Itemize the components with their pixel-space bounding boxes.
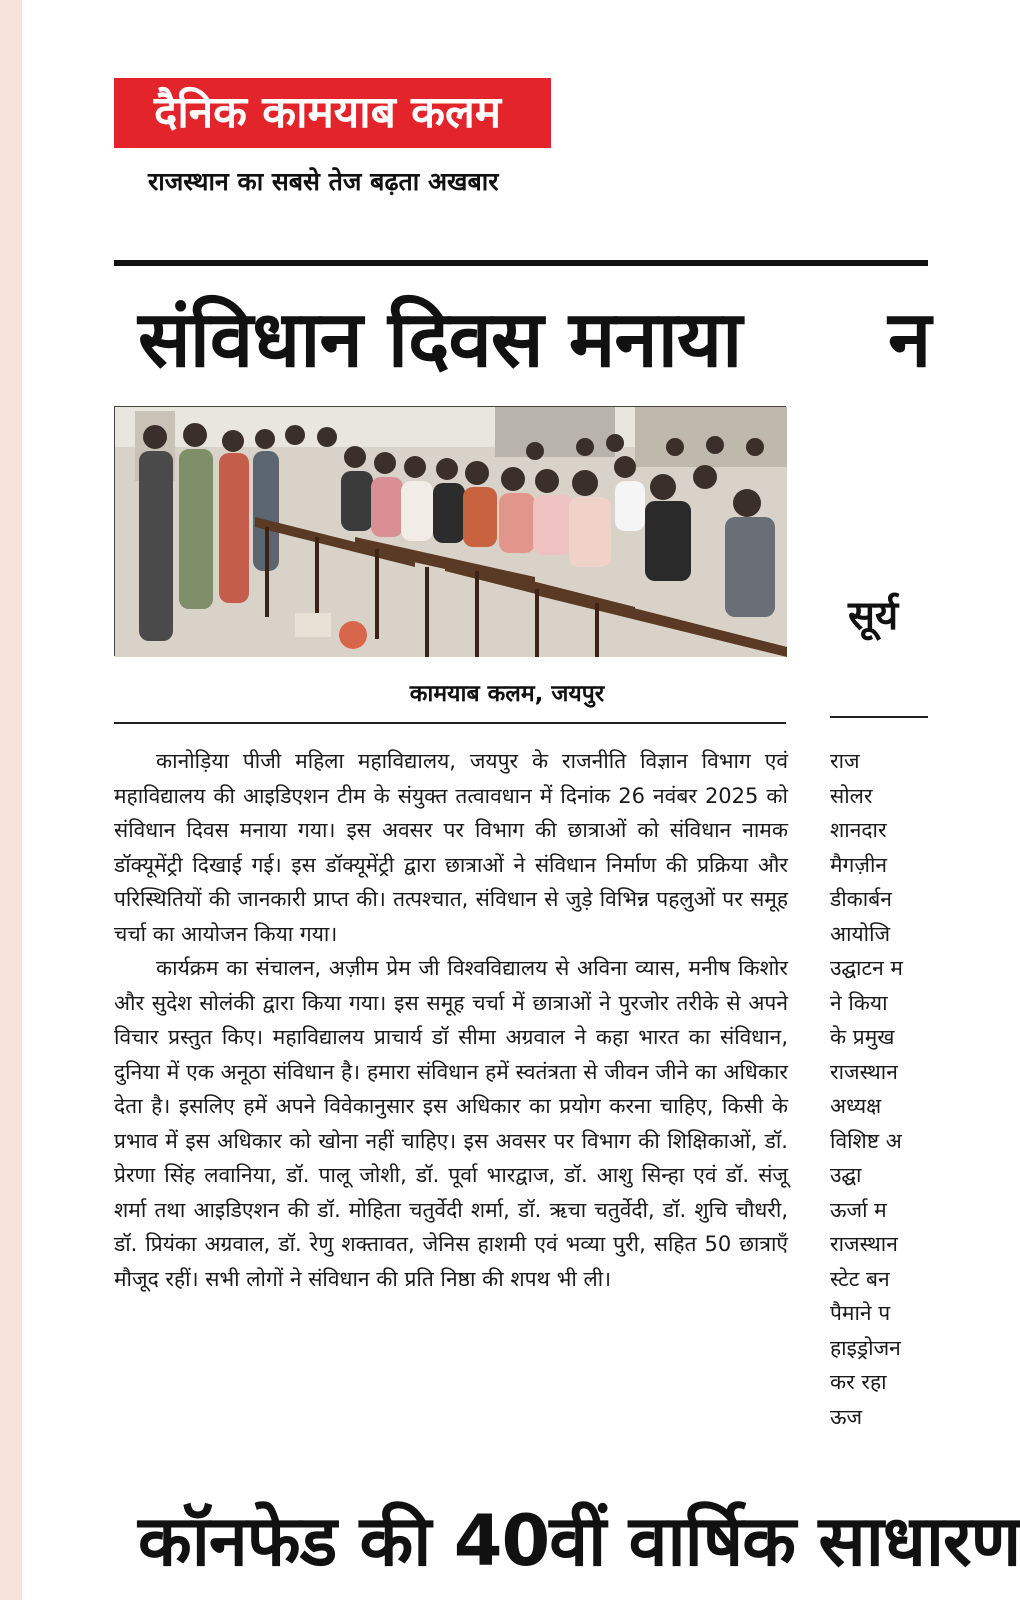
side-line: राज	[830, 749, 860, 773]
article-paragraph: कानोड़िया पीजी महिला महाविद्यालय, जयपुर के राजनीति विज्ञान विभाग एवं महाविद्यालय की आइडिएशन टीम के संयुक्त तत्वावधान में दिनांक 26 नवंबर 2025 को संविधान दिवस मनाया गया। इस अवसर पर विभाग की छात्राओं को संविधान नामक डॉक्यूमेंट्री दिखाई गई। इस डॉक्यूमेंट्री द्वारा छात्राओं ने संविधान निर्माण की प्रक्रिया और परिस्थितियों की जानकारी प्राप्त की। तत्पश्चात, संविधान से जुड़े विभिन्न पहलुओं पर समूह चर्चा का आयोजन किया गया।	[114, 749, 788, 946]
side-line: विशिष्ट अ	[830, 1128, 902, 1153]
article-headline: संविधान दिवस मनाया	[138, 295, 742, 385]
masthead-title: दैनिक कामयाब कलम	[114, 78, 551, 148]
side-line: उद्घा	[830, 1163, 862, 1187]
side-line: ऊर्जा म	[830, 1197, 887, 1222]
next-article-headline: कॉनफेड की 40वीं वार्षिक साधारण	[138, 1500, 1020, 1582]
side-line: राजस्थान	[830, 1232, 898, 1256]
side-column-divider	[830, 716, 928, 718]
side-line: कर रहा	[830, 1370, 887, 1394]
side-line: आयोजि	[830, 921, 891, 946]
side-line: के प्रमुख	[830, 1025, 895, 1049]
header-divider	[114, 260, 928, 266]
article-photo	[114, 406, 786, 656]
photo-credit: कामयाब कलम, जयपुर	[409, 681, 605, 707]
side-line: अध्यक्ष	[830, 1094, 882, 1118]
page-edge-strip	[0, 0, 22, 1600]
side-line: उद्घाटन म	[830, 956, 903, 980]
side-line: पैमाने प	[830, 1301, 891, 1325]
side-line: ऊज	[830, 1404, 863, 1429]
side-line: मैगज़ीन	[830, 852, 888, 877]
masthead-tagline: राजस्थान का सबसे तेज बढ़ता अखबार	[148, 167, 499, 196]
side-line: राजस्थान	[830, 1059, 898, 1084]
side-line: डीकार्बन	[830, 887, 892, 911]
group-photo-illustration	[115, 407, 787, 657]
side-line: स्टेट बन	[830, 1266, 890, 1291]
side-line: सोलर	[830, 783, 873, 808]
side-line: हाइड्रोजन	[830, 1335, 901, 1360]
side-line: शानदार	[830, 818, 887, 842]
article-paragraph: कार्यक्रम का संचालन, अज़ीम प्रेम जी विश्वविद्यालय से अविना व्यास, मनीष किशोर और सुदेश सोलंकी द्वारा किया गया। इस समूह चर्चा में छात्राओं ने पुरजोर तरीके से अपने विचार प्रस्तुत किए। महाविद्यालय प्राचार्य डॉ सीमा अग्रवाल ने कहा भारत का संविधान, दुनिया में एक अनूठा संविधान है। हमारा संविधान हमें स्वतंत्रता से जीवन जीने का अधिकार देता है। इसलिए हमें अपने विवेकानुसार इस अधिकार का प्रयोग करना चाहिए, किसी के प्रभाव में इस अधिकार को खोना नहीं चाहिए। इस अवसर पर विभाग की शिक्षिकाओं, डॉ. प्रेरणा सिंह लवानिया, डॉ. पालू जोशी, डॉ. पूर्वा भारद्वाज, डॉ. आशु सिन्हा एवं डॉ. संजू शर्मा तथा आइडिएशन की डॉ. मोहिता चतुर्वेदी शर्मा, डॉ. ऋचा चतुर्वेदी, डॉ. शुचि चौधरी, डॉ. प्रियंका अग्रवाल, डॉ. रेणु शक्तावत, जेनिस हाशमी एवं भव्या पुरी, सहित 50 छात्राएँ मौजूद रहीं। सभी लोगों ने संविधान की प्रति निष्ठा की शपथ भी ली।	[114, 956, 788, 1291]
side-line: ने किया	[830, 990, 888, 1015]
side-article-subhead-fragment: सूर्य	[848, 593, 899, 639]
side-article-headline-fragment: न	[888, 295, 932, 385]
credit-divider	[114, 722, 786, 724]
article-body	[114, 744, 788, 1296]
photo-credit-line	[0, 676, 900, 708]
side-article-column	[830, 744, 928, 1434]
